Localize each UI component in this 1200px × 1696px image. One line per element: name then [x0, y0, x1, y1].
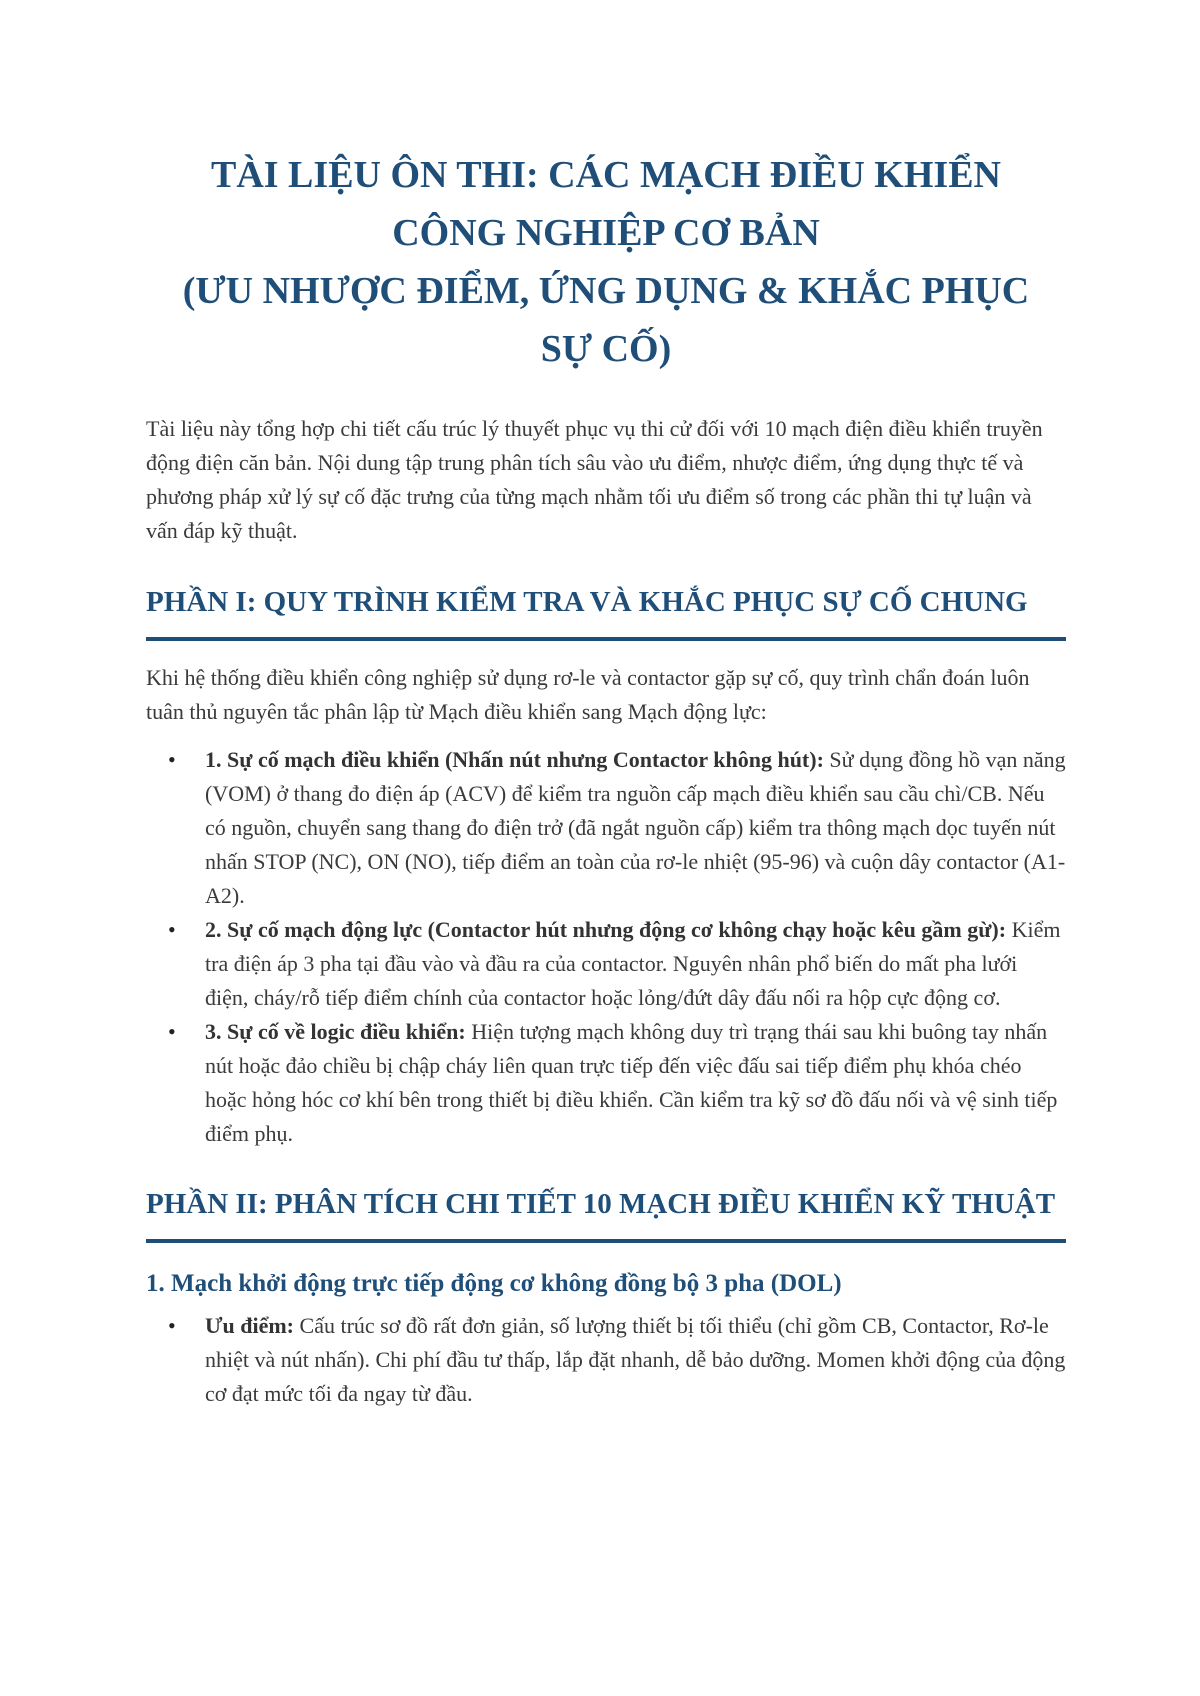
list-item [146, 913, 1066, 1015]
title-line-3: (ƯU NHƯỢC ĐIỂM, ỨNG DỤNG & KHẮC PHỤC [182, 270, 1030, 312]
title-line-2: CÔNG NGHIỆP CƠ BẢN [392, 212, 820, 254]
list-item-text: Hiện tượng mạch không duy trì trạng thái sau khi buông tay nhấn nút hoặc đảo chiều bị chập cháy liên quan trực tiếp đến việc đấu sai tiếp điểm phụ khóa chéo hoặc hỏng hóc cơ khí bên trong thiết bị điều khiển. Cần kiểm tra kỹ sơ đồ đấu nối và vệ sinh tiếp điểm phụ. [205, 1019, 1058, 1146]
part2-divider [146, 1239, 1066, 1243]
part1-troubleshooting-list [146, 743, 1066, 1151]
list-item-text: Cấu trúc sơ đồ rất đơn giản, số lượng thiết bị tối thiểu (chỉ gồm CB, Contactor, Rơ-le nhiệt và nút nhấn). Chi phí đầu tư thấp, lắp đặt nhanh, dễ bảo dưỡng. Momen khởi động của động cơ đạt mức tối đa ngay từ đầu. [205, 1313, 1066, 1406]
bullet-icon: • [168, 917, 176, 942]
bullet-icon: • [168, 1313, 176, 1338]
list-item [146, 1309, 1066, 1411]
circuit1-heading: 1. Mạch khởi động trực tiếp động cơ không đồng bộ 3 pha (DOL) [146, 1270, 842, 1297]
part2-heading: PHẦN II: PHÂN TÍCH CHI TIẾT 10 MẠCH ĐIỀU KHIỂN KỸ THUẬT [146, 1188, 1056, 1220]
title-line-4: SỰ CỐ) [540, 328, 672, 370]
document-title [146, 146, 1066, 378]
circuit1-list [146, 1309, 1066, 1411]
document-page [146, 0, 1066, 1411]
list-item-lead: 3. Sự cố về logic điều khiển: [205, 1019, 466, 1044]
list-item-text: Sử dụng đồng hồ vạn năng (VOM) ở thang đo điện áp (ACV) để kiểm tra nguồn cấp mạch điều khiển sau cầu chì/CB. Nếu có nguồn, chuyển sang thang đo điện trở (đã ngắt nguồn cấp) kiểm tra thông mạch dọc tuyến nút nhấn STOP (NC), ON (NO), tiếp điểm an toàn của rơ-le nhiệt (95-96) và cuộn dây contactor (A1-A2). [205, 747, 1066, 908]
bullet-icon: • [168, 1019, 176, 1044]
bullet-icon: • [168, 747, 176, 772]
list-item-lead: 2. Sự cố mạch động lực (Contactor hút nhưng động cơ không chạy hoặc kêu gầm gừ): [205, 917, 1007, 942]
list-item-text: Kiểm tra điện áp 3 pha tại đầu vào và đầu ra của contactor. Nguyên nhân phổ biến do mất pha lưới điện, cháy/rỗ tiếp điểm chính của contactor hoặc lỏng/đứt dây đấu nối ra hộp cực động cơ. [205, 917, 1061, 1010]
part1-paragraph: Khi hệ thống điều khiển công nghiệp sử dụng rơ-le và contactor gặp sự cố, quy trình chẩn đoán luôn tuân thủ nguyên tắc phân lập từ Mạch điều khiển sang Mạch động lực: [146, 665, 1030, 724]
list-item [146, 1015, 1066, 1151]
list-item-lead: Ưu điểm: [205, 1313, 295, 1338]
part1-heading: PHẦN I: QUY TRÌNH KIỂM TRA VÀ KHẮC PHỤC SỰ CỐ CHUNG [146, 586, 1028, 618]
intro-paragraph: Tài liệu này tổng hợp chi tiết cấu trúc lý thuyết phục vụ thi cử đối với 10 mạch điện điều khiển truyền động điện căn bản. Nội dung tập trung phân tích sâu vào ưu điểm, nhược điểm, ứng dụng thực tế và phương pháp xử lý sự cố đặc trưng của từng mạch nhằm tối ưu điểm số trong các phần thi tự luận và vấn đáp kỹ thuật. [146, 416, 1043, 543]
part1-divider [146, 637, 1066, 641]
list-item-lead: 1. Sự cố mạch điều khiển (Nhấn nút nhưng Contactor không hút): [205, 747, 824, 772]
list-item [146, 743, 1066, 913]
title-line-1: TÀI LIỆU ÔN THI: CÁC MẠCH ĐIỀU KHIỂN [210, 154, 1001, 196]
